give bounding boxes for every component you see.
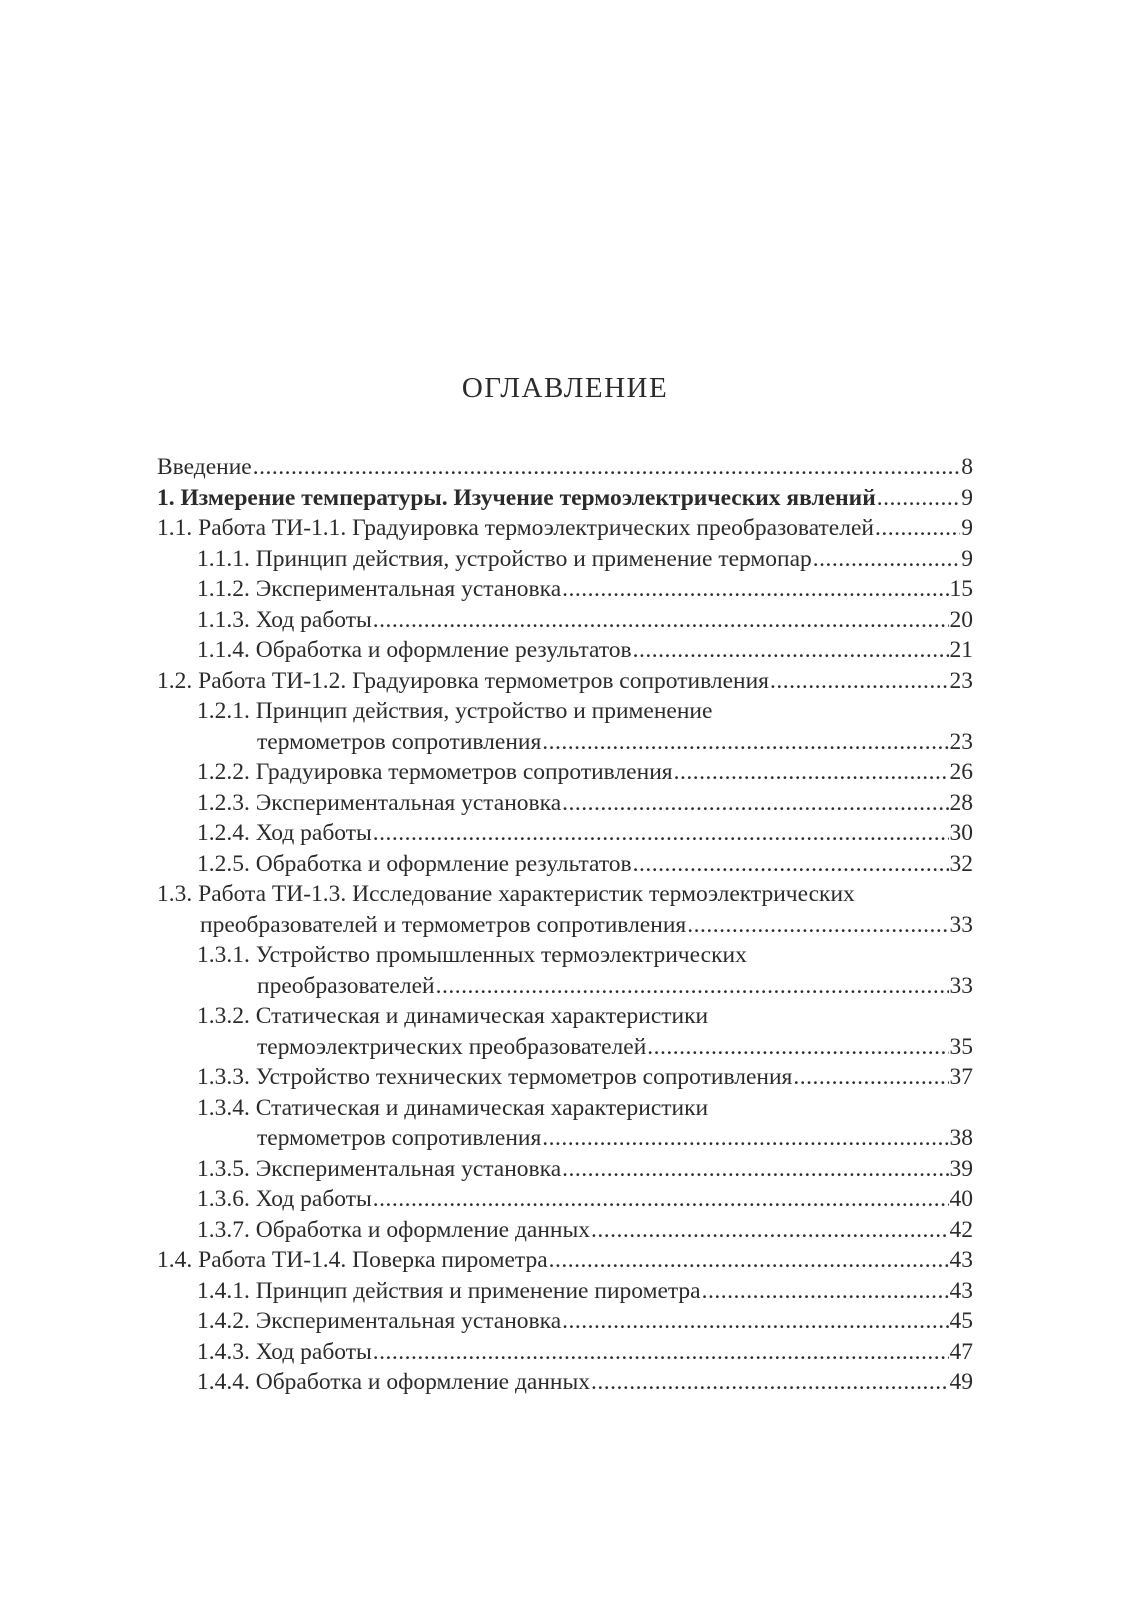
- toc-entry-chapter-1[interactable]: [157, 483, 973, 514]
- toc-leader-dots: [793, 1062, 948, 1093]
- toc-entry-1-3-3[interactable]: [157, 1062, 973, 1093]
- toc-entry-1-1-1[interactable]: [157, 544, 973, 575]
- toc-page-number: 26: [949, 759, 973, 785]
- toc-page-number: 9: [961, 515, 973, 541]
- toc-entry-text: 1.4.4. Обработка и оформление данных: [197, 1369, 591, 1395]
- toc-leader-dots: [562, 788, 948, 819]
- toc-leader-dots: [770, 666, 949, 697]
- toc-page-number: 15: [949, 576, 973, 602]
- toc-leader-dots: [562, 1306, 948, 1337]
- toc-entry-1-3-5[interactable]: [157, 1154, 973, 1185]
- toc-entry-text: 1.2.4. Ход работы: [197, 820, 372, 846]
- toc-entry-1-3-2[interactable]: [157, 1032, 973, 1063]
- toc-entry-1-3[interactable]: [157, 910, 973, 941]
- toc-leader-dots: [633, 849, 949, 880]
- page-title: ОГЛАВЛЕНИЕ: [461, 372, 669, 404]
- toc-page-number: 21: [949, 637, 973, 663]
- toc-entry-text: 1.1.2. Экспериментальная установка: [197, 576, 562, 602]
- toc-page-number: 43: [949, 1247, 973, 1273]
- toc-entry-text: преобразователей и термометров сопротивления: [200, 911, 687, 938]
- toc-entry-text: 1.2.5. Обработка и оформление результатов: [197, 850, 632, 877]
- toc-leader-dots: [562, 1154, 948, 1185]
- toc-leader-dots: [549, 1245, 949, 1276]
- toc-entry-text: 1.1.1. Принцип действия, устройство и применение термопар: [197, 545, 812, 572]
- toc-entry-text: 1.3.7. Обработка и оформление данных: [197, 1216, 591, 1243]
- toc-entry-text: 1.4.1. Принцип действия и применение пирометра: [197, 1277, 701, 1304]
- toc-entry-1-3-1[interactable]: [157, 971, 973, 1002]
- toc-entry-text: 1.1. Работа ТИ-1.1. Градуировка термоэлектрических преобразователей: [157, 515, 874, 541]
- toc-entry-1-4-1[interactable]: [157, 1276, 973, 1307]
- toc-leader-dots: [813, 544, 960, 575]
- toc-entry-text: преобразователей: [257, 972, 435, 999]
- toc-entry-text: термометров сопротивления: [257, 1125, 542, 1151]
- toc-entry-1-1-3[interactable]: [157, 605, 973, 636]
- toc-entry-1-3-4-line1[interactable]: 1.3.4. Статическая и динамическая характеристики: [197, 1094, 709, 1121]
- toc-leader-dots: [702, 1276, 949, 1307]
- toc-entry-1-3-7[interactable]: [157, 1215, 973, 1246]
- toc-page-number: 38: [949, 1125, 973, 1151]
- toc-leader-dots: [647, 1032, 948, 1063]
- toc-entry-1-3-line1[interactable]: 1.3. Работа ТИ-1.3. Исследование характеристик термоэлектрических: [157, 881, 855, 907]
- toc-entry-text: 1.2. Работа ТИ-1.2. Градуировка термометров сопротивления: [157, 667, 769, 694]
- toc-entry-1-3-6[interactable]: [157, 1184, 973, 1215]
- toc-entry-text: 1.2.2. Градуировка термометров сопротивления: [197, 759, 673, 785]
- toc-page-number: 9: [961, 484, 973, 511]
- toc-leader-dots: [373, 605, 949, 636]
- toc-page-number: 8: [961, 454, 973, 480]
- toc-page-number: 32: [949, 850, 973, 877]
- toc-page-number: 23: [949, 667, 973, 694]
- toc-entry-1-4[interactable]: [157, 1245, 973, 1276]
- toc-page-number: 40: [949, 1186, 973, 1212]
- toc-page-number: 39: [949, 1155, 973, 1182]
- toc-entry-text: 1.3.5. Экспериментальная установка: [197, 1155, 562, 1182]
- toc-leader-dots: [562, 574, 948, 605]
- toc-leader-dots: [877, 483, 960, 514]
- toc-page-number: 20: [949, 606, 973, 633]
- toc-page-number: 33: [949, 972, 973, 999]
- table-of-contents: [157, 452, 973, 1398]
- toc-leader-dots: [591, 1215, 948, 1246]
- toc-leader-dots: [436, 971, 949, 1002]
- toc-entry-1-3-1-line1[interactable]: 1.3.1. Устройство промышленных термоэлектрических: [197, 942, 747, 968]
- toc-entry-1-2-1-line1[interactable]: 1.2.1. Принцип действия, устройство и применение: [197, 698, 713, 724]
- toc-entry-1-2-5[interactable]: [157, 849, 973, 880]
- toc-entry-1-2-1[interactable]: [157, 727, 973, 758]
- toc-page-number: 9: [961, 545, 973, 572]
- toc-leader-dots: [591, 1367, 948, 1398]
- toc-entry-1-1[interactable]: [157, 513, 973, 544]
- toc-page-number: 23: [949, 728, 973, 755]
- toc-page-number: 33: [949, 911, 973, 938]
- toc-entry-text: 1.4. Работа ТИ-1.4. Поверка пирометра: [157, 1247, 548, 1273]
- toc-leader-dots: [373, 818, 949, 849]
- toc-leader-dots: [875, 513, 960, 544]
- toc-leader-dots: [542, 1123, 948, 1154]
- toc-entry-1-2-4[interactable]: [157, 818, 973, 849]
- toc-entry-1-3-2-line1[interactable]: 1.3.2. Статическая и динамическая характеристики: [197, 1003, 709, 1029]
- toc-entry-1-1-2[interactable]: [157, 574, 973, 605]
- toc-page-number: 45: [949, 1308, 973, 1334]
- toc-page-number: 42: [949, 1216, 973, 1243]
- toc-entry-text: термоэлектрических преобразователей: [257, 1033, 647, 1060]
- toc-leader-dots: [373, 1184, 949, 1215]
- toc-page-number: 37: [949, 1064, 973, 1090]
- toc-entry-1-3-4[interactable]: [157, 1123, 973, 1154]
- toc-entry-text: 1.1.4. Обработка и оформление результатов: [197, 637, 632, 663]
- toc-entry-text: 1. Измерение температуры. Изучение термоэлектрических явлений: [157, 484, 876, 511]
- toc-entry-1-1-4[interactable]: [157, 635, 973, 666]
- toc-entry-1-4-3[interactable]: [157, 1337, 973, 1368]
- toc-entry-1-4-4[interactable]: [157, 1367, 973, 1398]
- toc-page-number: 47: [949, 1338, 973, 1365]
- toc-entry-1-2-3[interactable]: [157, 788, 973, 819]
- toc-entry-1-4-2[interactable]: [157, 1306, 973, 1337]
- toc-entry-text: 1.2.3. Экспериментальная установка: [197, 789, 562, 816]
- toc-page-number: 30: [949, 820, 973, 846]
- toc-leader-dots: [542, 727, 948, 758]
- toc-leader-dots: [633, 635, 949, 666]
- toc-page-number: 43: [949, 1277, 973, 1304]
- toc-entry-introduction[interactable]: [157, 452, 973, 483]
- toc-entry-text: 1.4.2. Экспериментальная установка: [197, 1308, 562, 1334]
- toc-entry-text: 1.4.3. Ход работы: [197, 1338, 372, 1365]
- toc-entry-1-2[interactable]: [157, 666, 973, 697]
- toc-leader-dots: [687, 910, 948, 941]
- toc-page-number: 35: [949, 1033, 973, 1060]
- toc-entry-text: Введение: [157, 454, 252, 480]
- toc-entry-text: 1.1.3. Ход работы: [197, 606, 372, 633]
- toc-entry-1-2-2[interactable]: [157, 757, 973, 788]
- toc-page-number: 28: [949, 789, 973, 816]
- toc-entry-text: термометров сопротивления: [257, 728, 542, 755]
- toc-entry-text: 1.3.6. Ход работы: [197, 1186, 372, 1212]
- toc-leader-dots: [674, 757, 949, 788]
- toc-leader-dots: [373, 1337, 949, 1368]
- toc-entry-text: 1.3.3. Устройство технических термометров сопротивления: [197, 1064, 793, 1090]
- toc-leader-dots: [253, 452, 961, 483]
- toc-page-number: 49: [949, 1369, 973, 1395]
